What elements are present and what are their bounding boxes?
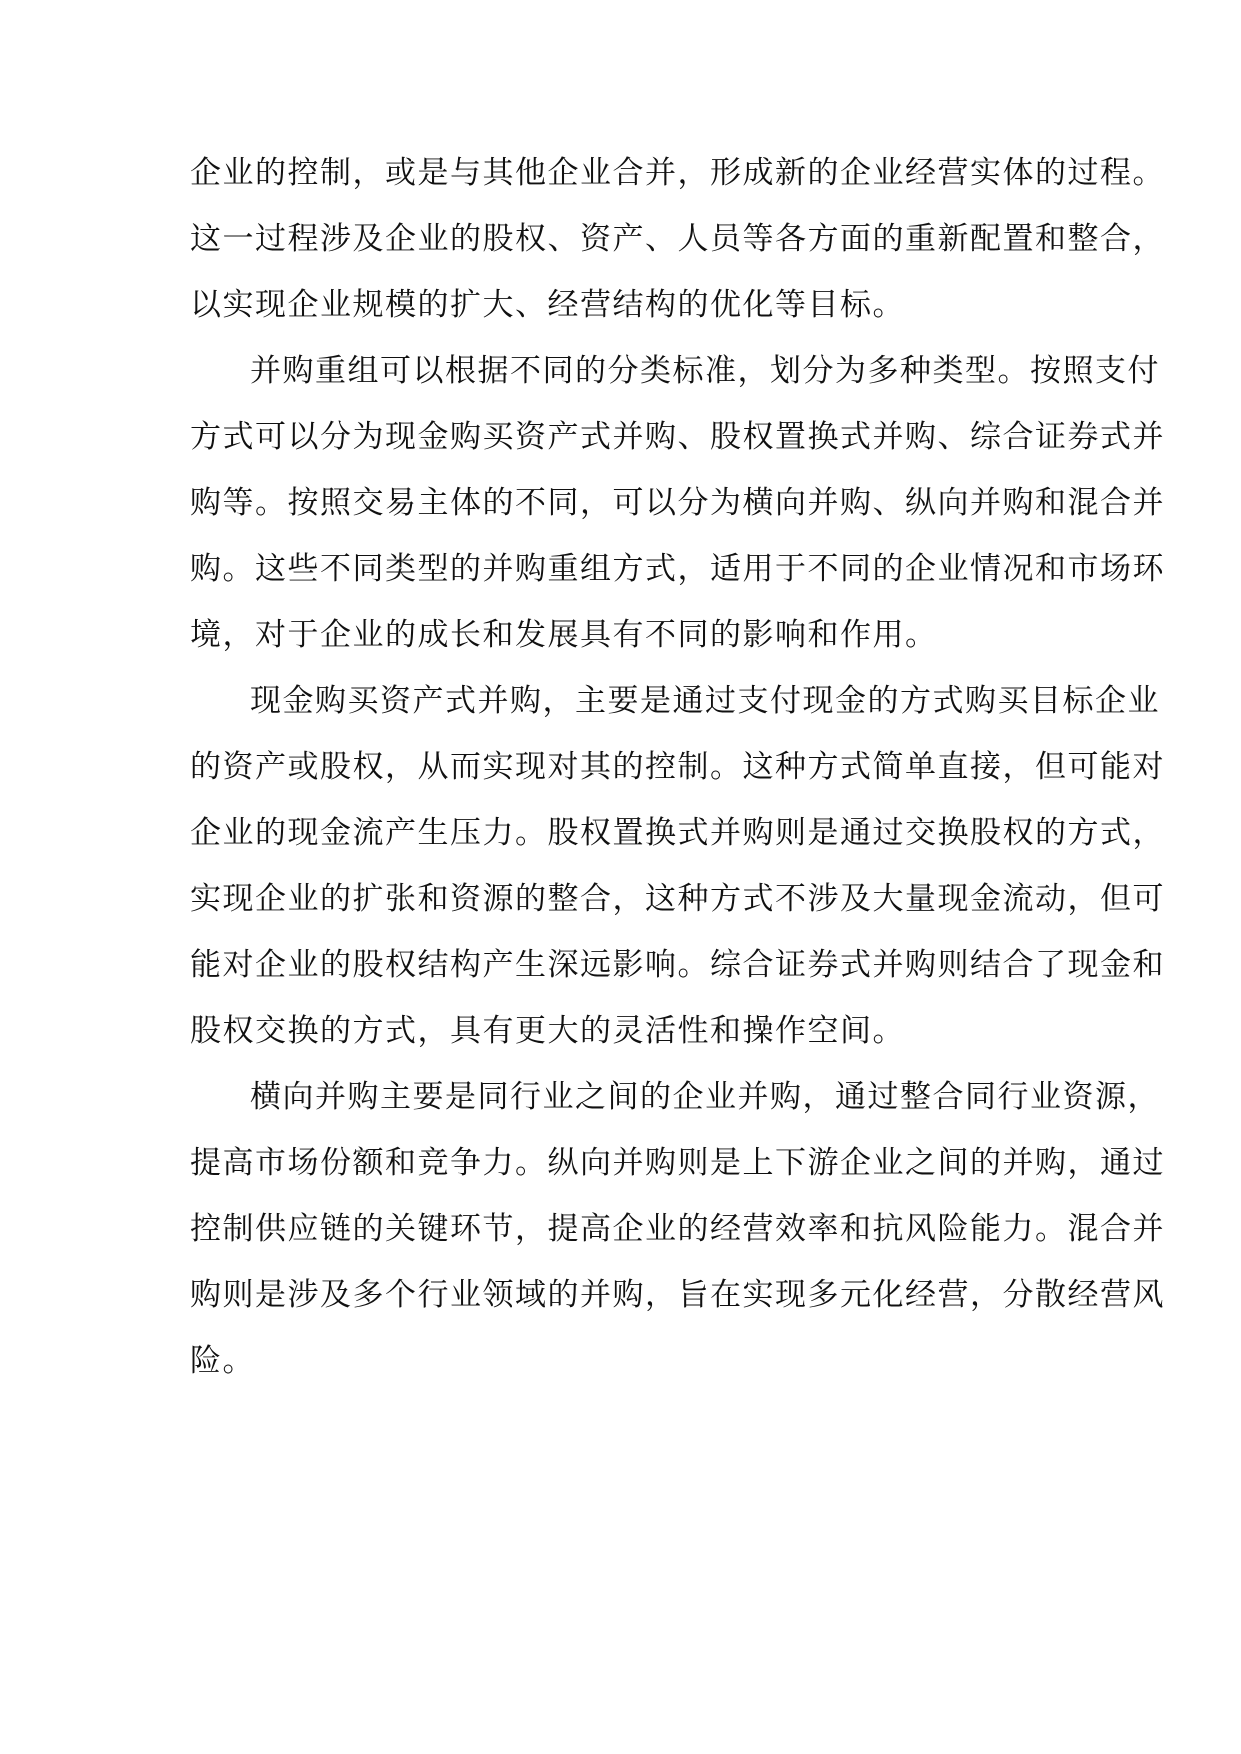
text-line: 横向并购主要是同行业之间的企业并购，通过整合同行业资源，	[250, 1079, 1160, 1115]
text-line: 现金购买资产式并购，主要是通过支付现金的方式购买目标企业	[250, 683, 1160, 719]
text-line: 境，对于企业的成长和发展具有不同的影响和作用。	[190, 617, 938, 653]
text-line: 实现企业的扩张和资源的整合，这种方式不涉及大量现金流动，但可	[190, 881, 1165, 917]
body-text	[190, 140, 1165, 1394]
text-line: 提高市场份额和竞争力。纵向并购则是上下游企业之间的并购，通过	[190, 1145, 1165, 1181]
text-line: 股权交换的方式，具有更大的灵活性和操作空间。	[190, 1013, 905, 1049]
text-line: 能对企业的股权结构产生深远影响。综合证券式并购则结合了现金和	[190, 947, 1165, 983]
text-line: 购等。按照交易主体的不同，可以分为横向并购、纵向并购和混合并	[190, 485, 1165, 521]
text-line: 方式可以分为现金购买资产式并购、股权置换式并购、综合证券式并	[190, 419, 1165, 455]
text-line: 的资产或股权，从而实现对其的控制。这种方式简单直接，但可能对	[190, 749, 1165, 785]
text-line: 购则是涉及多个行业领域的并购，旨在实现多元化经营，分散经营风	[190, 1277, 1165, 1313]
text-line: 企业的控制，或是与其他企业合并，形成新的企业经营实体的过程。	[190, 155, 1165, 191]
text-line: 购。这些不同类型的并购重组方式，适用于不同的企业情况和市场环	[190, 551, 1165, 587]
text-line: 控制供应链的关键环节，提高企业的经营效率和抗风险能力。混合并	[190, 1211, 1165, 1247]
text-line: 这一过程涉及企业的股权、资产、人员等各方面的重新配置和整合，	[190, 221, 1165, 257]
text-line: 企业的现金流产生压力。股权置换式并购则是通过交换股权的方式，	[190, 815, 1165, 851]
text-line: 以实现企业规模的扩大、经营结构的优化等目标。	[190, 287, 905, 323]
text-line: 险。	[190, 1343, 255, 1379]
text-line: 并购重组可以根据不同的分类标准，划分为多种类型。按照支付	[250, 353, 1160, 389]
